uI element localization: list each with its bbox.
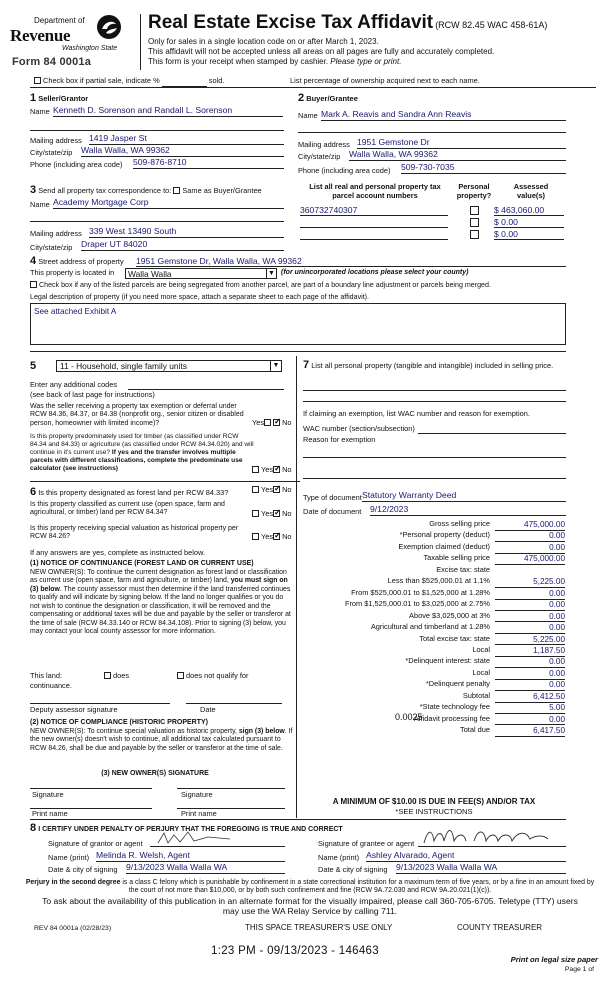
buyer-mail-field[interactable]: 1951 Gemstone Dr [357,137,566,149]
parcel-account-field[interactable] [300,217,448,228]
chevron-down-icon[interactable]: ▼ [266,269,276,278]
notice-1-text: NEW OWNER(S): To continue the current designation as forest land or classification as current use (open space, farm and agriculture, or timber) land, you must sign on (3) below. The county assessor must then determine if the land transferred continues to qualify and will indicate by signing below. If the land no longer qualifies or you do not wish to continue the designation or classification, it will be removed and the compensating or additional taxes will be due and payable by the seller or transferor at the time of sale (RCW 84.33.140 or RCW 84.34.108). Prior to signing (3) below, you may contact your local county assessor for more information. [30,569,291,635]
type-print-note: Please type or print. [330,57,402,66]
notice-2-title: (2) NOTICE OF COMPLIANCE (HISTORIC PROPERTY) [30,719,208,726]
partial-label: Check box if partial sale, indicate % [43,76,160,85]
forest-no-checkbox[interactable] [273,486,280,493]
does-qualify-checkbox[interactable] [104,672,111,679]
tax-row-label: Gross selling price [429,519,490,528]
seller-mail-field[interactable]: 1419 Jasper St [89,133,284,145]
historical-no-checkbox[interactable] [273,533,280,540]
additional-codes-label: Enter any additional codes [30,380,118,389]
does-option: does [104,672,129,681]
tax-row [305,566,565,576]
tax-row-value[interactable]: 475,000.00 [495,520,565,531]
tax-row-label: Local [472,644,490,654]
buyer-name-field[interactable]: Mark A. Reavis and Sandra Ann Reavis [321,109,566,121]
tax-row [305,543,565,553]
reason-label: Reason for exemption [303,435,376,444]
if-any-note: If any answers are yes, complete as instructed below. [30,548,205,557]
buyer-city-label: City/state/zip [298,152,341,161]
partial-percent-field[interactable] [162,77,207,87]
local-rate: 0.0025 [395,712,423,722]
tax-row-value[interactable]: 0.00 [495,715,565,726]
form-title [148,12,547,35]
tax-row-label: Agricultural and timberland at 1.28% [370,622,490,632]
tax-row-label: Excise tax: state [436,564,490,574]
corr-mail-label: Mailing address [30,229,82,238]
buyer-mail-label: Mailing address [298,140,350,149]
tax-row [305,703,565,713]
owner-print-2: Print name [181,809,217,818]
tax-row [305,554,565,564]
notice-1-title: (1) NOTICE OF CONTINUANCE (FOREST LAND OR CURRENT USE) [30,560,254,567]
grantee-signature-field[interactable] [418,835,566,847]
exemption-yes-no: Yes✓ No [252,419,292,428]
legal-description-box[interactable] [30,303,566,345]
tax-row-value[interactable]: 0.00 [495,669,565,680]
chevron-down-icon[interactable]: ▼ [270,361,281,371]
tax-row [305,715,565,725]
tax-row [305,577,565,587]
header-line-3 [148,57,401,67]
tax-row-label: From $525,000.01 to $1,525,000 at 1.28% [351,587,490,597]
parcel-col-account: List all real and personal property tax parcel account numbers [309,182,441,200]
alt-format-note: To ask about the availability of this publication in an alternate format for the visually impaired, please call 360-705-6705. Teletype (TTY) users may use the WA Relay Service by calling 711. [42,896,578,916]
exemption-no-checkbox[interactable] [273,419,280,426]
tax-row [305,635,565,645]
tax-row-value[interactable]: 5,225.00 [495,635,565,646]
tax-row-value[interactable]: 5.00 [495,703,565,714]
grantor-name-field[interactable]: Melinda R. Welsh, Agent [96,850,285,862]
tax-row [305,692,565,702]
legal-label: Legal description of property (if you need more space, attach a separate sheet to each page of the affidavit). [30,293,370,301]
tax-row [305,680,565,690]
timber-yes-checkbox[interactable] [252,466,259,473]
tax-row-value[interactable]: 0.00 [495,600,565,611]
table-row [298,217,568,229]
deputy-date-label: Date [200,705,216,714]
receipt-note: This form is your receipt when stamped by cashier. [148,57,331,66]
tax-row [305,623,565,633]
owner-print-1: Print name [32,809,68,818]
tax-row-value[interactable]: 0.00 [495,531,565,542]
historical-yes-checkbox[interactable] [252,533,259,540]
current-use-no-checkbox[interactable] [273,510,280,517]
grantor-date-label: Date & city of signing [48,865,118,874]
section-7-heading: 7 List all personal property (tangible and intangible) included in selling price. [303,359,554,371]
forest-question: 6 Is this property designated as forest land per RCW 84.33? [30,486,229,498]
assessed-value-field[interactable]: $ 463,060.00 [494,205,564,216]
tax-row-value[interactable]: 0.00 [495,589,565,600]
same-as-buyer-checkbox[interactable] [173,187,180,194]
notice-2-text: NEW OWNER(S): To continue special valuation as historic property, sign (3) below. If the new owner(s) doesn't wish to continue, all additional tax calculated pursuant to RCW 84.26, shall be due and payable by the seller or transferor at the time of sale. [30,728,293,752]
corr-mail-field[interactable]: 339 West 13490 South [89,226,284,238]
personal-property-checkbox[interactable] [470,230,479,239]
doc-type-field[interactable]: Statutory Warranty Deed [362,490,566,502]
tax-row-value[interactable]: 0.00 [495,612,565,623]
tax-row-label: Local [472,667,490,677]
doc-type-label: Type of document [303,493,362,502]
grantee-name-field[interactable]: Ashley Alvarado, Agent [366,850,566,862]
tax-row-label: Above $3,025,000 at 3% [409,610,490,620]
corr-name-field[interactable]: Academy Mortgage Corp [53,197,284,209]
revenue-text: Revenue [10,26,71,45]
county-treasurer: COUNTY TREASURER [457,923,543,932]
parcel-rows [298,205,568,241]
grantor-name-label: Name (print) [48,853,90,862]
dept-of-text: Department of [34,16,85,25]
tax-row-label: Affidavit processing fee [413,713,490,723]
tax-row-label: *State technology fee [419,702,490,712]
partial-sold-label: sold. [208,76,225,85]
buyer-heading: 2 Buyer/Grantee [298,92,358,104]
new-owner-sig-heading: (3) NEW OWNER(S) SIGNATURE [101,770,209,777]
tax-row-label: Subtotal [462,690,490,700]
use-code-select[interactable] [56,360,282,372]
seller-name-label: Name [30,107,50,116]
tax-row-label: Taxable selling price [423,553,490,563]
tax-row-label: *Delinquent penalty [425,679,490,689]
tax-row [305,646,565,656]
owner-sig-1: Signature [32,790,64,799]
minimum-due-note: A MINIMUM OF $10.00 IS DUE IN FEE(S) AND/OR TAX [332,797,536,806]
tax-row [305,612,565,622]
current-use-yes-checkbox[interactable] [252,510,259,517]
tax-row [305,669,565,679]
treasurer-use: THIS SPACE TREASURER'S USE ONLY [245,923,393,932]
grantee-date-label: Date & city of signing [318,865,388,874]
tax-row-value[interactable]: 475,000.00 [495,554,565,565]
county-selected-value: Walla Walla [128,269,172,279]
corr-city-field[interactable]: Draper UT 84020 [81,239,284,251]
table-row [298,229,568,241]
tax-row-value[interactable]: 0.00 [495,680,565,691]
tax-row-value[interactable]: 0.00 [495,543,565,554]
tax-row-value[interactable]: 1,187.50 [495,646,565,657]
legal-description-text: See attached Exhibit A [34,307,117,316]
tax-row-label: *Personal property (deduct) [399,530,490,540]
title-text: Real Estate Excise Tax Affidavit [148,12,434,33]
exemption-claim-note: If claiming an exemption, list WAC number and reason for exemption. [303,409,530,418]
header-line-1: Only for sales in a single location code on or after March 1, 2023. [148,37,379,46]
buyer-name-label: Name [298,111,318,120]
grantee-signature-scrawl [418,825,566,847]
grantor-signature-scrawl [150,829,285,847]
certify-heading: 8 I CERTIFY UNDER PENALTY OF PERJURY THAT THE FOREGOING IS TRUE AND CORRECT [30,822,343,834]
does-not-qualify-checkbox[interactable] [177,672,184,679]
continuance-label: continuance. [30,681,72,690]
tax-row-label: Less than $525,000.01 at 1.1% [387,576,490,586]
exemption-question: Was the seller receiving a property tax exemption or deferral under RCW 84.36, 84.37, or 84.38 (nonprofit org., senior citizen or disabled person, homeowner with limited income)? [30,403,244,427]
grantor-sig-label: Signature of grantor or agent [48,839,143,848]
seller-phone-field[interactable]: 509-876-8710 [133,157,284,169]
tax-row-label: From $1,525,000.01 to $3,025,000 at 2.75% [344,599,490,609]
forest-yes-checkbox[interactable] [252,486,259,493]
tax-row-value[interactable]: 0.00 [495,623,565,634]
street-row: 4 Street address of property [30,255,124,267]
tax-row-value[interactable]: 6,412.50 [495,692,565,703]
corr-name-label: Name [30,200,50,209]
assessed-value-field[interactable]: $ 0.00 [494,229,564,240]
tax-row [305,589,565,599]
this-land-row: This land: [30,671,63,680]
grantee-name-label: Name (print) [318,853,360,862]
seller-name-field[interactable]: Kenneth D. Sorenson and Randall L. Sorenson [53,105,283,117]
state-text: Washington State [62,45,118,52]
tax-row-value[interactable]: 6,417.50 [495,726,565,737]
street-field[interactable]: 1951 Gemstone Dr, Walla Walla, WA 99362 [136,256,566,267]
header-line-2: This affidavit will not be accepted unless all areas on all pages are fully and accurately completed. [148,47,495,56]
parcel-col-personal: Personal property? [456,182,492,200]
corr-city-label: City/state/zip [30,243,73,252]
print-legal-note: Print on legal size paper [510,955,598,964]
historical-yes-no: Yes✓ No [252,533,292,542]
tax-row [305,726,565,736]
see-back-note: (see back of last page for instructions) [30,390,155,399]
section-5-num: 5 [30,360,37,372]
tax-row-label: Total excise tax: state [419,633,490,643]
doc-date-label: Date of document [303,507,362,516]
current-use-yes-no: Yes✓ No [252,510,292,519]
tax-row [305,520,565,530]
grantor-date-field[interactable]: 9/13/2023 Walla Walla WA [126,862,285,874]
partial-sale-checkbox[interactable] [34,77,41,84]
unincorp-note: (for unincorporated locations please select your county) [281,269,469,276]
receipt-stamp: 1:23 PM - 09/13/2023 - 146463 [211,945,379,957]
exemption-yes-checkbox[interactable] [264,419,271,426]
seller-city-field[interactable]: Walla Walla, WA 99362 [81,145,284,157]
timber-question: Is this property predominately used for timber (as classified under RCW 84.34 and 84.33) or agriculture (as classified under RCW 84.34.020) and will continue in it's current use? If yes and the transfer involves multiple parcels with different classifications, complete the predominate use calculator (see instructions) [30,433,254,472]
dor-logo [8,14,140,76]
seller-city-label: City/state/zip [30,148,73,157]
parcel-account-field[interactable] [300,229,448,240]
located-row: This property is located in [30,268,115,277]
title-ref: (RCW 82.45 WAC 458-61A) [435,20,548,30]
ownership-note: List percentage of ownership acquired next to each name. [290,76,480,85]
buyer-phone-field[interactable]: 509-730-7035 [401,162,566,174]
tax-row [305,600,565,610]
parcel-col-value: Assessed value(s) [513,182,549,200]
tax-row-value[interactable]: 5,225.00 [495,577,565,588]
tax-row-label: Total due [460,725,490,735]
wac-label: WAC number (section/subsection) [303,424,415,433]
use-code-value: 11 - Household, single family units [60,361,187,371]
partial-sale-row [34,77,224,87]
deputy-sig-label: Deputy assessor signature [30,705,118,714]
seller-phone-label: Phone (including area code) [30,160,123,169]
seller-heading: 1 Seller/Grantor [30,92,89,104]
tax-row [305,531,565,541]
corr-heading: 3 Send all property tax correspondence to: Same as Buyer/Grantee [30,184,262,196]
tax-row-label: *Delinquent interest: state [405,656,490,666]
personal-property-checkbox[interactable] [470,206,479,215]
perjury-note: Perjury in the second degree is a class C felony which is punishable by confinement in a state correctional institution for a maximum term of five years, or by a fine in an amount fixed by the court of not more than $10,000, or by both such confinement and fine (RCW 9A.72.030 and RCW 9A.20.021(1)(c)). [25,879,595,895]
grantee-sig-label: Signature of grantee or agent [318,839,415,848]
revenue-swirl-icon [96,14,122,40]
assessed-value-field[interactable]: $ 0.00 [494,217,564,228]
timber-yes-no: Yes✓ No [252,466,292,475]
historical-question: Is this property receiving special valuation as historical property per RCW 84.26? [30,525,239,541]
parcel-account-field[interactable]: 360732740307 [300,205,448,216]
grantee-date-field[interactable]: 9/13/2023 Walla Walla WA [396,862,566,874]
owner-sig-2: Signature [181,790,213,799]
segregated-row: Check box if any of the listed parcels are being segregated from another parcel, are part of a boundary line adjustment or parcels being merged. [30,281,491,290]
tax-row-label: Exemption claimed (deduct) [398,541,490,551]
personal-property-checkbox[interactable] [470,218,479,227]
page-number: Page 1 of [564,966,594,973]
current-use-question: Is this property classified as current use (open space, farm and agricultural, or timber) land per RCW 84.34? [30,501,225,517]
forest-yes-no: Yes✓ No [252,486,292,495]
seller-mail-label: Mailing address [30,136,82,145]
see-instructions-note: *SEE INSTRUCTIONS [395,807,473,816]
tax-row-value[interactable]: 0.00 [495,657,565,668]
buyer-phone-label: Phone (including area code) [298,166,391,175]
does-not-option: does not qualify for [177,672,248,681]
doc-date-field[interactable]: 9/12/2023 [370,504,566,516]
segregated-checkbox[interactable] [30,281,37,288]
timber-no-checkbox[interactable] [273,466,280,473]
rev-number: REV 84 0001a (02/28/23) [34,925,112,932]
table-row [298,205,568,217]
buyer-city-field[interactable]: Walla Walla, WA 99362 [349,149,566,161]
form-number: Form 84 0001a [12,56,92,68]
grantor-signature-field[interactable] [150,835,285,847]
county-select[interactable] [125,268,277,279]
tax-row [305,657,565,667]
